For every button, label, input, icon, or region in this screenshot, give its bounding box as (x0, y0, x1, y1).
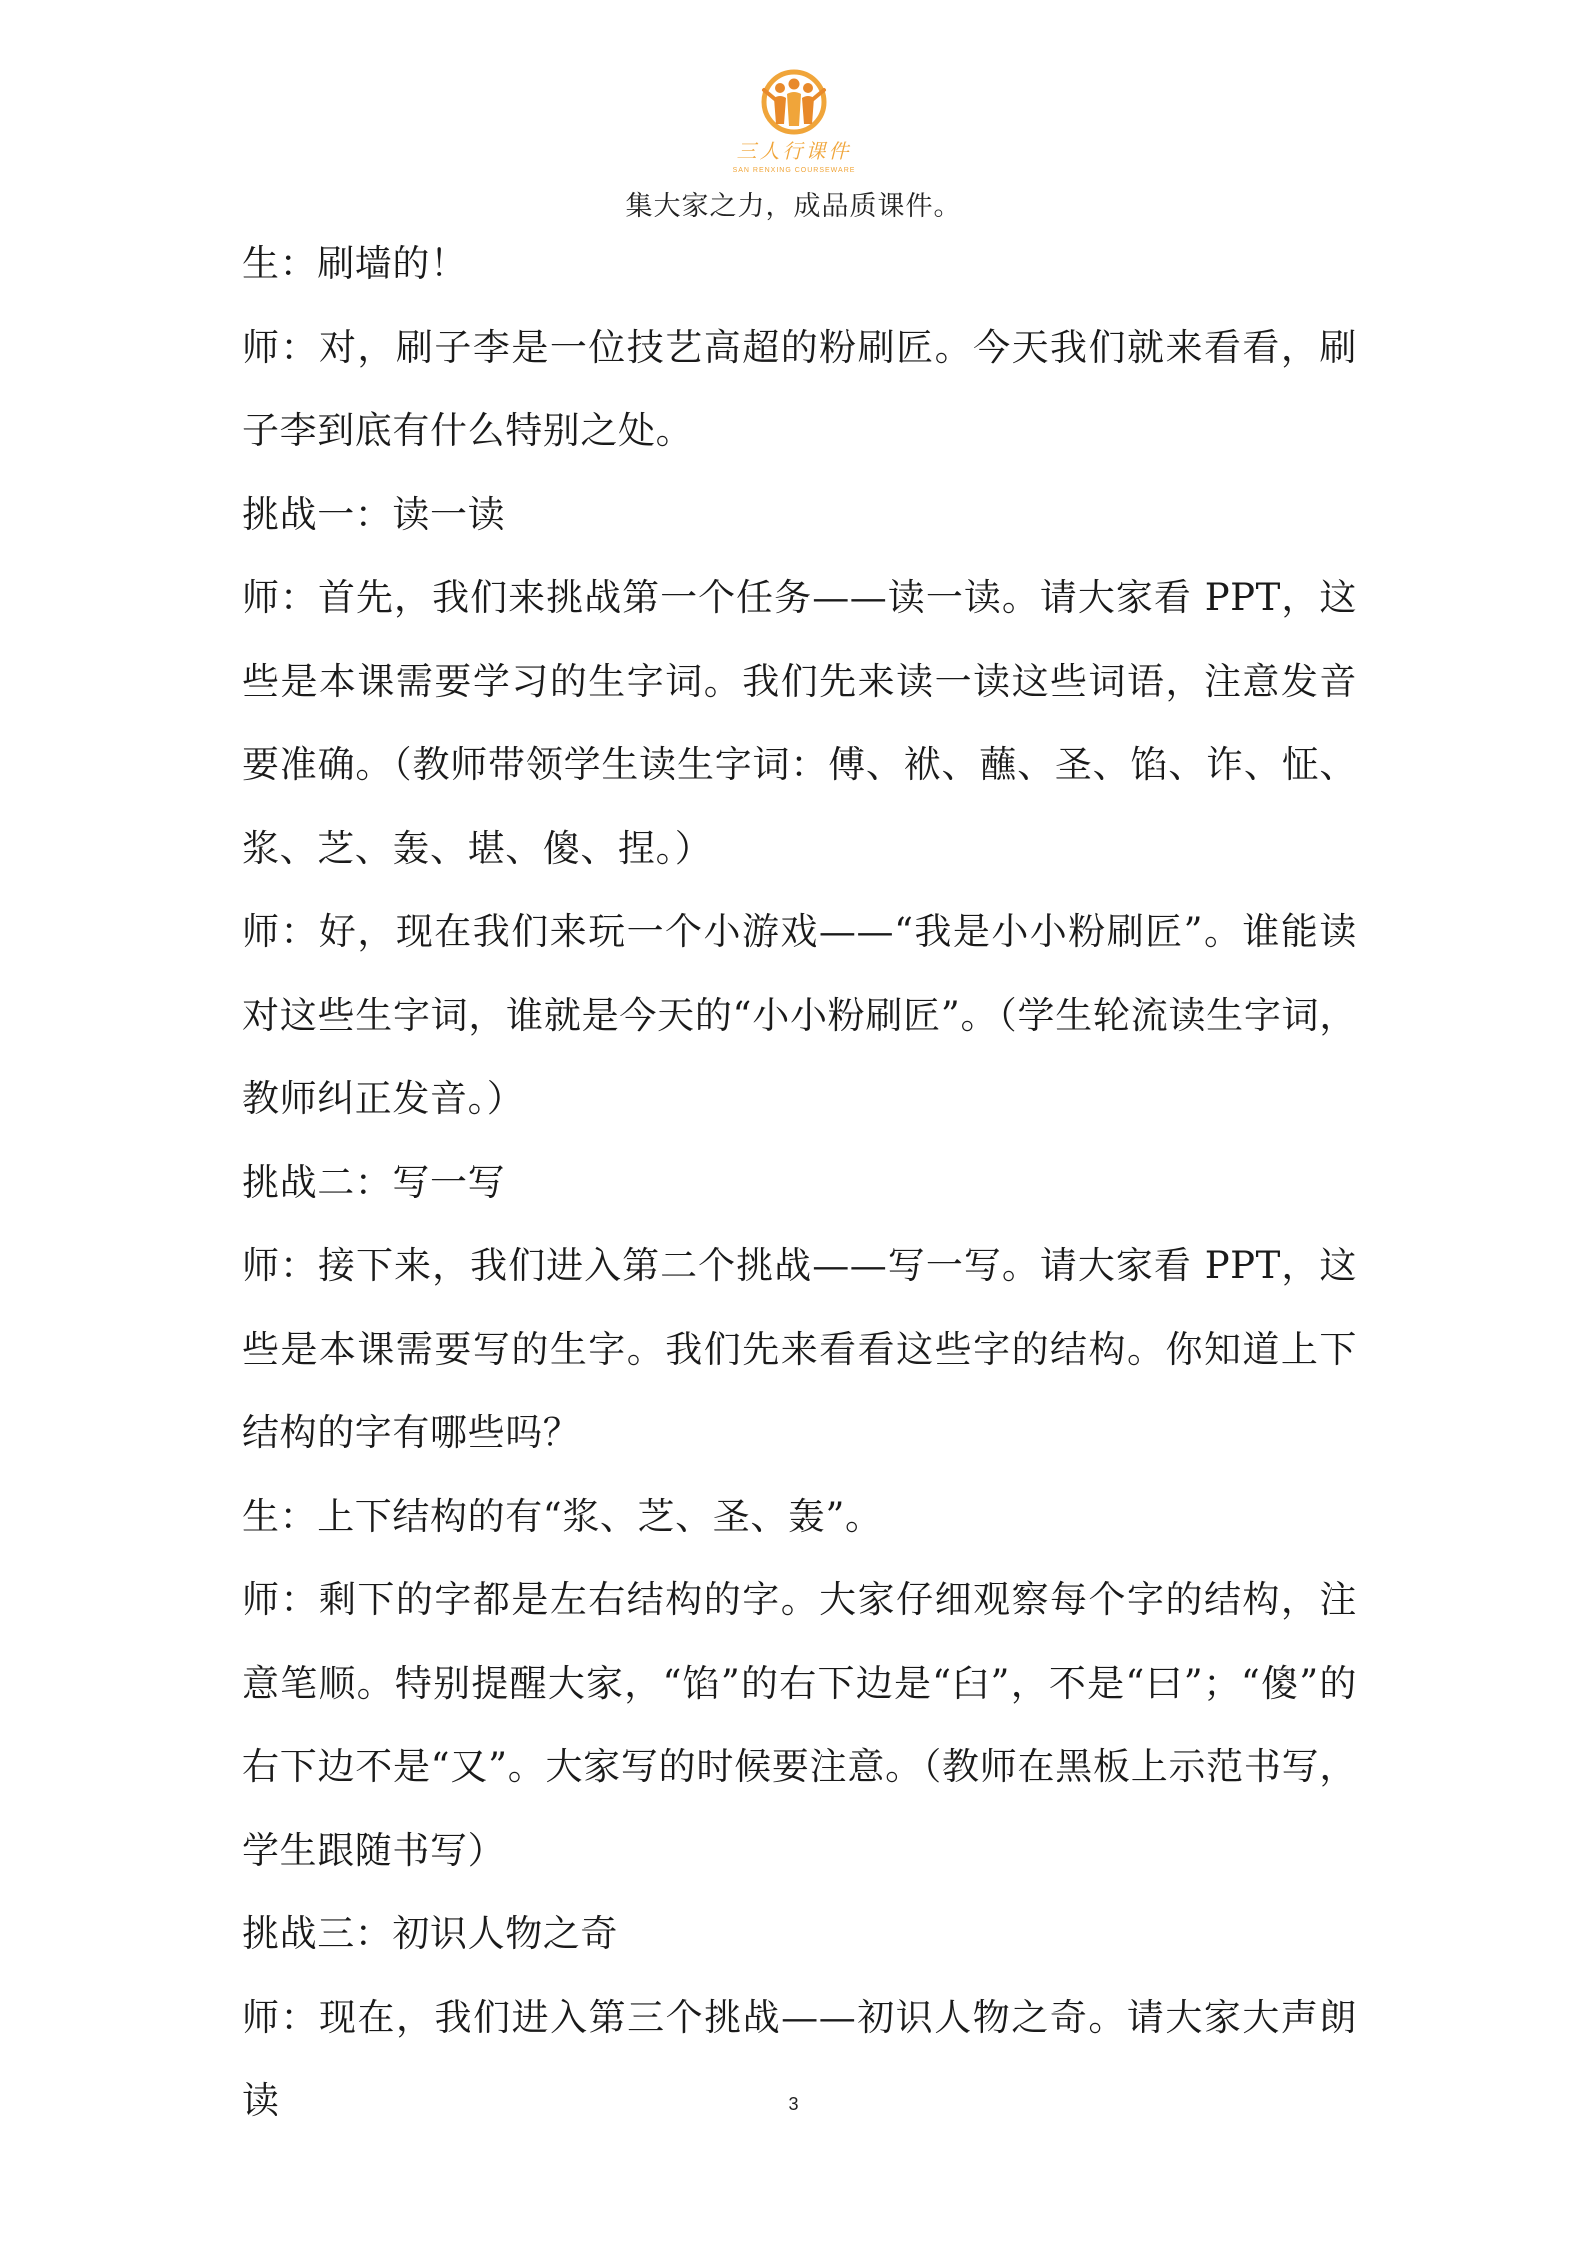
header-slogan: 集大家之力，成品质课件。 (625, 191, 962, 222)
logo-text: 三人行课件 (736, 139, 851, 163)
document-body (242, 222, 1357, 2143)
paragraph: 师：剩下的字都是左右结构的字。大家仔细观察每个字的结构，注意笔顺。特别提醒大家，“馅”的右下边是“臼”，不是“曰”；“傻”的右下边不是“又”。大家写的时候要注意。（教师在黑板上示范书写，学生跟随书写） (242, 1578, 1357, 1872)
section-heading: 挑战二：写一写 (242, 1160, 506, 1204)
section-heading: 挑战一：读一读 (242, 492, 506, 536)
paragraph: 师：现在，我们进入第三个挑战——初识人物之奇。请大家大声朗读 (242, 1995, 1357, 2122)
page-header (0, 60, 1587, 223)
sanrenxing-logo-icon (714, 60, 874, 178)
paragraph: 师：好，现在我们来玩一个小游戏——“我是小小粉刷匠”。谁能读对这些生字词，谁就是今天的“小小粉刷匠”。（学生轮流读生字词，教师纠正发音。） (242, 910, 1357, 1120)
paragraph: 生：刷墙的！ (242, 242, 468, 285)
page-number: 3 (788, 2094, 799, 2114)
paragraph: 师：接下来，我们进入第二个挑战——写一写。请大家看 PPT，这些是本课需要写的生字。我们先来看看这些字的结构。你知道上下结构的字有哪些吗？ (242, 1244, 1357, 1454)
paragraph: 师：首先，我们来挑战第一个任务——读一读。请大家看 PPT，这些是本课需要学习的生字词。我们先来读一读这些词语，注意发音要准确。（教师带领学生读生字词：傅、袱、蘸、圣、馅、诈、怔、浆、芝、轰、堪、傻、捏。） (242, 576, 1357, 870)
section-heading: 挑战三：初识人物之奇 (242, 1912, 618, 1955)
paragraph: 生：上下结构的有“浆、芝、圣、轰”。 (242, 1494, 883, 1538)
paragraph: 师：对，刷子李是一位技艺高超的粉刷匠。今天我们就来看看，刷子李到底有什么特别之处。 (242, 325, 1357, 452)
logo-subtext: SAN RENXING COURSEWARE (732, 167, 855, 174)
